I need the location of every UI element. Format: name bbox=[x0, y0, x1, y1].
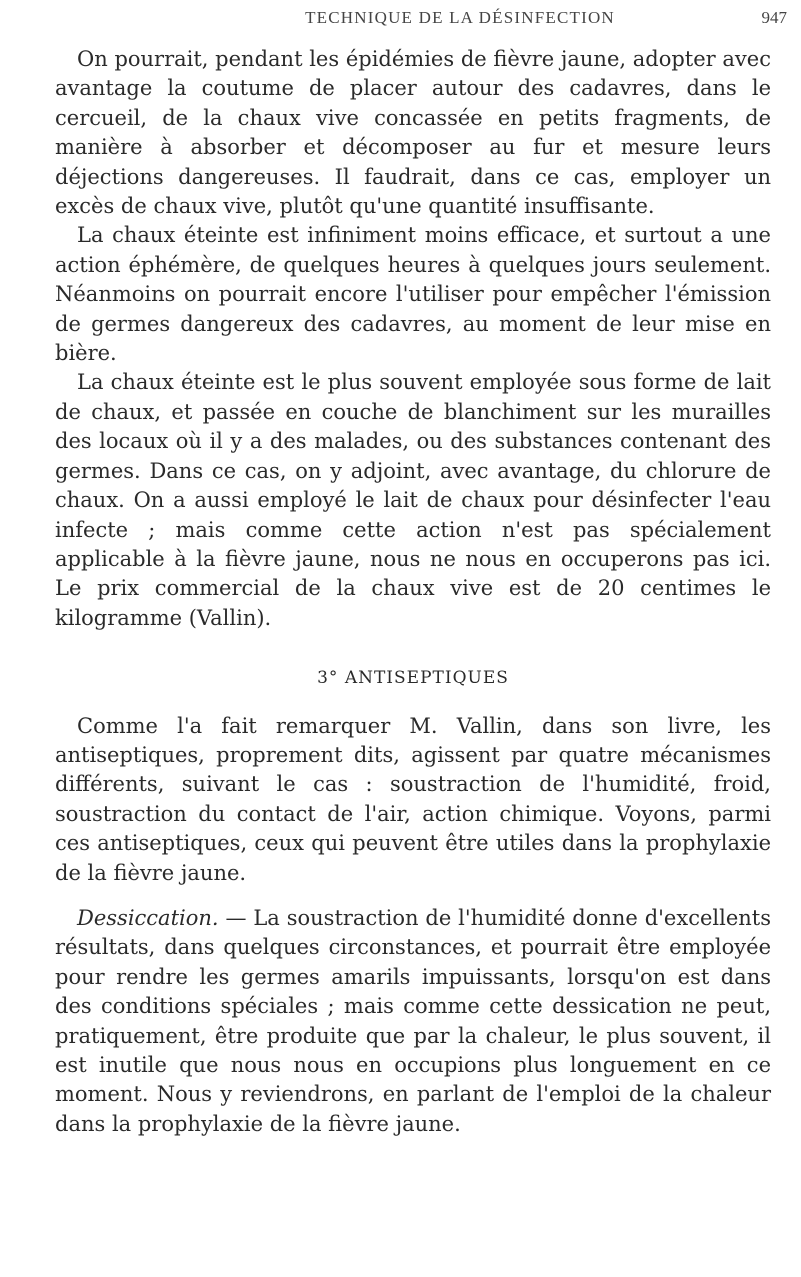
paragraph-antiseptiques: Comme l'a fait remarquer M. Vallin, dans son livre, les antiseptiques, proprement dits, agissent par quatre mécanismes différents, suivant le cas : soustraction de l'humidité, froid, soustraction du contact de l'air, action chimique. Voyons, parmi ces antiseptiques, ceux qui peuvent être utiles dans la prophylaxie de la fièvre jaune. bbox=[55, 713, 771, 885]
page-number: 947 bbox=[761, 8, 787, 27]
running-header bbox=[0, 8, 801, 38]
section-heading: 3° ANTISEPTIQUES bbox=[317, 668, 509, 689]
dessiccation-text: — La soustraction de l'humidité donne d'excellents résultats, dans quelques circonstances, et pourrait être employée pour rendre les germes amarils impuissants, lorsqu'on est dans des conditions spéciales ; mais comme cette dessication ne peut, pratiquement, être produite que par la chaleur, le plus souvent, il est inutile que nous nous en occupions plus longuement en ce moment. Nous y reviendrons, en parlant de l'emploi de la chaleur dans la prophylaxie de la fièvre jaune. bbox=[55, 905, 771, 1136]
dessiccation-lead: Dessiccation. bbox=[77, 905, 219, 930]
paragraph-chaux-vive: On pourrait, pendant les épidémies de fièvre jaune, adopter avec avantage la coutume de placer autour des cadavres, dans le cercueil, de la chaux vive concassée en petits fragments, de manière à absorber et décomposer au fur et mesure leurs déjections dangereuses. Il faudrait, dans ce cas, employer un excès de chaux vive, plutôt qu'une quantité insuffisante. bbox=[55, 47, 771, 219]
body-text bbox=[55, 45, 771, 1139]
running-title: TECHNIQUE DE LA DÉSINFECTION bbox=[305, 8, 615, 27]
paragraph-lait-de-chaux: La chaux éteinte est le plus souvent employée sous forme de lait de chaux, et passée en couche de blanchiment sur les murailles des locaux où il y a des malades, ou des substances contenant des germes. Dans ce cas, on y adjoint, avec avantage, du chlorure de chaux. On a aussi employé le lait de chaux pour désinfecter l'eau infecte ; mais comme cette action n'est pas spécialement applicable à la fièvre jaune, nous ne nous en occuperons pas ici. Le prix commercial de la chaux vive est de 20 centimes le kilogramme (Vallin). bbox=[55, 370, 771, 630]
paragraph-dessiccation bbox=[55, 904, 771, 1139]
paragraph-chaux-eteinte: La chaux éteinte est infiniment moins efficace, et surtout a une action éphémère, de quelques heures à quelques jours seulement. Néanmoins on pourrait encore l'utiliser pour empêcher l'émission de germes dangereux des cadavres, au moment de leur mise en bière. bbox=[55, 223, 771, 366]
